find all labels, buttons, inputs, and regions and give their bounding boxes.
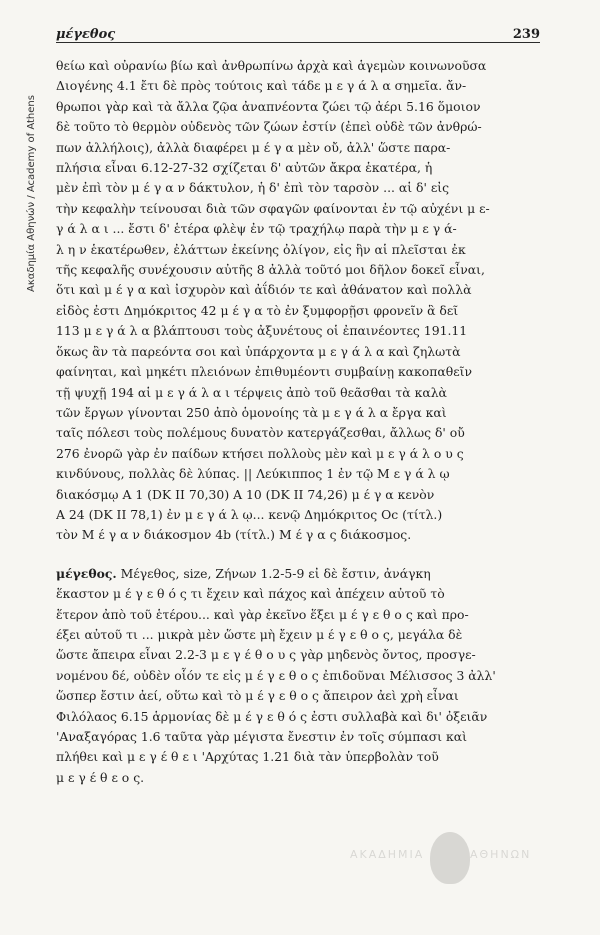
- text-line: 276 ἐνορῶ γὰρ ἐν παίδων κτήσει πολλοὺς μὲν καὶ μ ε γ ά λ ο υ ς: [56, 445, 464, 461]
- text-line: θείω καὶ οὐρανίω βίω καὶ ἀνθρωπίνω ἀρχὰ καὶ ἁγεμὼν κοινωνοῦσα: [56, 58, 487, 73]
- page-number: 239: [512, 27, 540, 42]
- text-line: τῆς κεφαλῆς συνέχουσιν αὐτῆς 8 ἀλλὰ τοῦτό μοι δῆλον δοκεῖ εἶναι,: [56, 262, 485, 278]
- archive-side-label: Ακαδημία Αθηνών / Academy of Athens: [26, 95, 37, 292]
- text-line: ὥσπερ ἔστιν ἀεί, οὕτω καὶ τὸ μ έ γ ε θ ο ς ἄπειρον ἀεὶ χρὴ εἶναι: [56, 688, 459, 704]
- text-line: νομένου δέ, οὐδὲν οἷόν τε εἰς μ έ γ ε θ ο ς ἐπιδοῦναι Μέλισσος 3 ἀλλ': [56, 667, 496, 683]
- text-line: ὥστε ἄπειρα εἶναι 2.2-3 μ ε γ έ θ ο υ ς γὰρ μηδενὸς ὄντος, προσγε-: [56, 647, 476, 663]
- text-line: ἕκαστον μ έ γ ε θ ό ς τι ἔχειν καὶ πάχος καὶ ἀπέχειν αὐτοῦ τὸ: [56, 586, 445, 602]
- text-line: τὸν Μ έ γ α ν διάκοσμον 4b (τίτλ.) Μ έ γ α ς διάκοσμος.: [56, 527, 412, 543]
- watermark-left-text: ΑΚΑΔΗΜΙΑ: [350, 848, 425, 861]
- text-line: λ η ν ἑκατέρωθεν, ἐλάττων ἐκείνης ὀλίγον, εἰς ἣν αἱ πλεῖσται ἐκ: [56, 241, 466, 257]
- text-line: έξει αὐτοῦ τι ... μικρὰ μὲν ὥστε μὴ ἔχειν μ έ γ ε θ ο ς, μεγάλα δὲ: [56, 626, 463, 642]
- watermark-right-text: ΑΘΗΝΩΝ: [470, 848, 532, 861]
- text-line: 113 μ ε γ ά λ α βλάπτουσι τοὺς ἀξυνέτους οἱ ἐπαινέοντες 191.11: [56, 323, 468, 339]
- academy-watermark: [330, 832, 550, 892]
- page-header: [56, 20, 540, 43]
- text-line: ὅτι καὶ μ έ γ α καὶ ἰσχυρὸν καὶ ἀΐδιόν τε καὶ ἀθάνατον καὶ πολλὰ: [56, 282, 472, 298]
- text-line: δὲ τοῦτο τὸ θερμὸν οὐδενὸς τῶν ζώων ἐστίν (ἐπεὶ οὐδὲ τῶν ἀνθρώ-: [56, 119, 482, 135]
- lemma-text: Μέγεθος, size, Ζήνων 1.2-5-9 εἰ δὲ ἔστιν, ἀνάγκη: [120, 565, 431, 581]
- text-line: πλήσια εἶναι 6.12-27-32 σχίζεται δ' αὐτῶν ἄκρα ἑκατέρα, ἡ: [56, 160, 433, 176]
- lemma-headword: μέγεθος.: [56, 565, 117, 581]
- text-line: θρωποι γὰρ καὶ τὰ ἄλλα ζῷα ἀναπνέοντα ζώει τῷ ἀέρι 5.16 ὅμοιον: [56, 98, 481, 114]
- text-line: Φιλόλαος 6.15 ἁρμονίας δὲ μ έ γ ε θ ό ς ἐστι συλλαβὰ καὶ δι' ὀξειᾶν: [56, 708, 488, 724]
- text-line: τὴν κεφαλὴν τείνουσαι διὰ τῶν σφαγῶν φαίνονται ἐν τῷ αὐχένι μ ε-: [56, 200, 490, 216]
- text-line: μ ε γ έ θ ε ο ς.: [56, 769, 145, 785]
- text-line: ὅκως ἂν τὰ παρεόντα σοι καὶ ὑπάρχοντα μ ε γ ά λ α καὶ ζηλωτὰ: [56, 343, 461, 359]
- text-line: μὲν ἐπὶ τὸν μ έ γ α ν δάκτυλον, ἡ δ' ἐπὶ τὸν ταρσὸν ... αἱ δ' εἰς: [56, 180, 450, 196]
- section-gap: [56, 546, 540, 564]
- text-line: ἕτερον ἀπὸ τοῦ ἑτέρου... καὶ γὰρ ἐκεῖνο ἕξει μ έ γ ε θ ο ς καὶ προ-: [56, 606, 469, 622]
- text-line: πλήθει καὶ μ ε γ έ θ ε ι 'Αρχύτας 1.21 διὰ τὰν ὑπερβολὰν τοῦ: [56, 749, 439, 765]
- lemma-entry-line: [56, 564, 540, 584]
- text-line: κινδύνους, πολλὰς δὲ λύπας. || Λεύκιππος 1 ἐν τῷ Μ ε γ ά λ ῳ: [56, 466, 450, 482]
- text-line: γ ά λ α ι ... ἔστι δ' ἑτέρα φλὲψ ἐν τῷ τραχήλῳ παρὰ τὴν μ ε γ ά-: [56, 221, 457, 237]
- text-line: διακόσμῳ A 1 (DK II 70,30) A 10 (DK II 74,26) μ έ γ α κενὸν: [56, 486, 435, 502]
- running-head: μέγεθος: [56, 27, 116, 42]
- text-line: τῶν ἔργων γίνονται 250 ἀπὸ ὁμονοίης τὰ μ ε γ ά λ α ἔργα καὶ: [56, 404, 447, 420]
- text-line: ταῖς πόλεσι τοὺς πολέμους δυνατὸν κατεργάζεσθαι, ἄλλως δ' οὔ: [56, 425, 465, 441]
- body-text: [56, 56, 540, 788]
- text-line: πων ἀλλήλοις), ἀλλὰ διαφέρει μ έ γ α μὲν οὔ, ἀλλ' ὥστε παρα-: [56, 139, 451, 155]
- text-line: τῇ ψυχῇ 194 αἱ μ ε γ ά λ α ι τέρψεις ἀπὸ τοῦ θεᾶσθαι τὰ καλὰ: [56, 384, 447, 400]
- text-line: A 24 (DK II 78,1) ἐν μ ε γ ά λ ῳ... κενῷ Δημόκριτος Oc (τίτλ.): [56, 506, 443, 522]
- text-line: εἰδὸς ἐστι Δημόκριτος 42 μ έ γ α τὸ ἐν ξυμφορῇσι φρονεῖν ἃ δεῖ: [56, 302, 459, 318]
- text-line: φαίνηται, καὶ μηκέτι πλειόνων ἐπιθυμέοντι συμβαίνῃ κακοπαθεῖν: [56, 364, 473, 380]
- text-line: 'Αναξαγόρας 1.6 ταῦτα γὰρ μέγιστα ἔνεστιν ἐν τοῖς σύμπασι καὶ: [56, 729, 467, 744]
- text-line: Διογένης 4.1 ἔτι δὲ πρὸς τούτοις καὶ τάδε μ ε γ ά λ α σημεῖα. ἄν-: [56, 78, 467, 94]
- owl-emblem-icon: [430, 832, 470, 884]
